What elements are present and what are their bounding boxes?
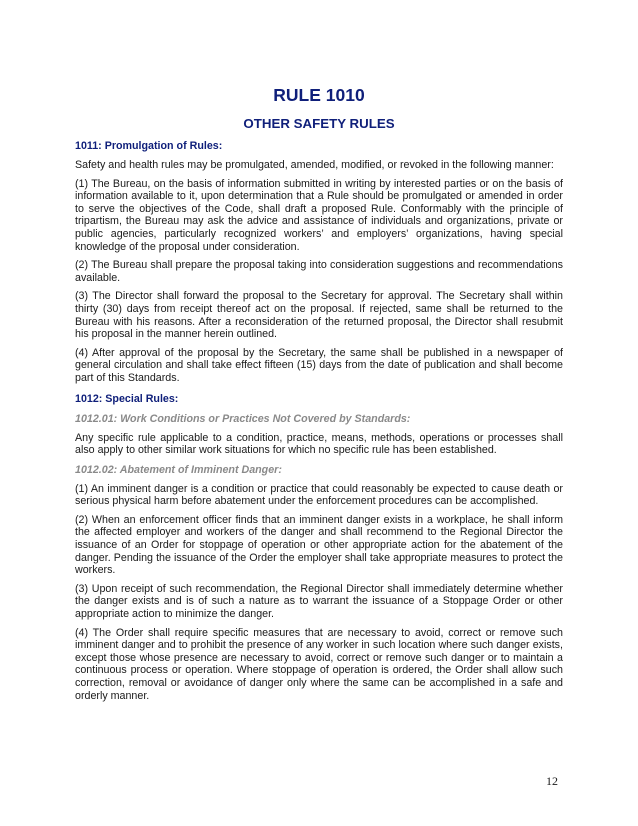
subsection-heading-1012-01: 1012.01: Work Conditions or Practices Not Covered by Standards:	[75, 412, 411, 425]
paragraph: (1) An imminent danger is a condition or practice that could reasonably be expected to cause death or serious physical harm before abatement under the enforcement procedures can be accomplished.	[75, 482, 563, 508]
section-heading-1011: 1011: Promulgation of Rules:	[75, 140, 223, 152]
rule-title: RULE 1010	[273, 85, 365, 105]
paragraph: (4) After approval of the proposal by the Secretary, the same shall be published in a newspaper of general circulation and shall take effect fifteen (15) days from the date of publication and shall become part of this Standards.	[75, 346, 563, 384]
paragraph: (4) The Order shall require specific measures that are necessary to avoid, correct or remove such imminent danger and to prohibit the presence of any worker in such location where such danger exists, except those whose presence are necessary to avoid, correct or remove such danger or to maintain a continuous process or operation. Where stoppage of operation is ordered, the Order shall allow such correction, removal or avoidance of danger only where the same can be accomplished in a safe and orderly manner.	[75, 626, 563, 702]
paragraph: (1) The Bureau, on the basis of information submitted in writing by interested parties or on the basis of information available to it, upon determination that a Rule should be promulgated or amended in order to serve the objectives of the Code, shall draft a proposed Rule. Conformably with the principle of tripartism, the Bureau may ask the advice and assistance of individuals and organizations, private or public agencies, particularly recognized workers’ and employers’ organizations, having special knowledge of the proposal under consideration.	[75, 177, 563, 253]
rule-subtitle: OTHER SAFETY RULES	[243, 116, 395, 131]
paragraph: (3) Upon receipt of such recommendation, the Regional Director shall immediately determine whether the danger exists and is of such a nature as to warrant the issuance of a Stoppage Order or other appropriate action to minimize the danger.	[75, 582, 563, 621]
paragraph: (3) The Director shall forward the proposal to the Secretary for approval. The Secretary shall within thirty (30) days from receipt thereof act on the proposal. If rejected, same shall be returned to the Bureau with his reasons. After a reconsideration of the returned proposal, the Director shall resubmit his proposal in the manner herein outlined.	[75, 290, 563, 341]
section-heading-1012: 1012: Special Rules:	[75, 392, 179, 405]
page-number: 12	[546, 774, 558, 788]
subsection-heading-1012-02: 1012.02: Abatement of Imminent Danger:	[75, 463, 282, 476]
paragraph: Any specific rule applicable to a condition, practice, means, methods, operations or processes shall also apply to other similar work situations for which no specific rule has been established.	[75, 431, 563, 457]
document-body	[75, 84, 563, 702]
paragraph: (2) The Bureau shall prepare the proposal taking into consideration suggestions and recommendations available.	[75, 259, 563, 284]
paragraph: (2) When an enforcement officer finds that an imminent danger exists in a workplace, he shall inform the affected employer and workers of the danger and shall recommend to the Regional Director the issuance of an Order for stoppage of operation or other appropriate action for the abatement of the danger. Pending the issuance of the Order the employer shall take appropriate measures to protect the workers.	[75, 513, 563, 577]
paragraph: Safety and health rules may be promulgated, amended, modified, or revoked in the following manner:	[75, 159, 554, 171]
